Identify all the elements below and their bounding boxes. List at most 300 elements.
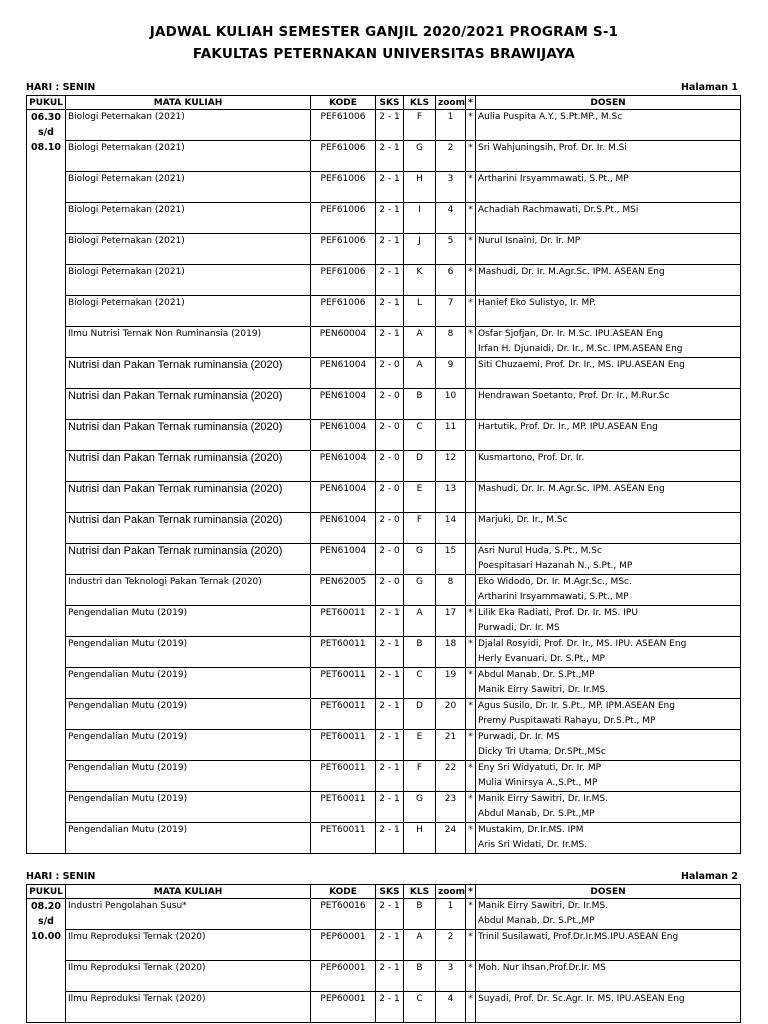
column-header: KLS [404, 885, 436, 899]
credits-cell: 2 - 0 [376, 575, 404, 606]
course-name-cell: Biologi Peternakan (2021) [66, 141, 311, 172]
lecturer-name: Irfan H. Djunaidi, Dr. Ir., M.Sc. IPM.ASEAN Eng [478, 344, 683, 354]
zoom-room-cell: 4 [436, 203, 466, 234]
time-slot-text: s/d [38, 127, 54, 138]
column-header: KLS [404, 96, 436, 110]
star-mark-cell [466, 451, 476, 482]
class-cell: B [404, 899, 436, 930]
zoom-room-cell: 15 [436, 544, 466, 575]
lecturer-name: Abdul Manab, Dr. S.Pt.,MP [478, 809, 595, 819]
course-code-cell: PEN61004 [311, 358, 376, 389]
course-name-cell: Ilmu Reproduksi Ternak (2020) [66, 992, 311, 1023]
star-mark-cell: * [466, 265, 476, 296]
column-header: SKS [376, 885, 404, 899]
zoom-room-cell: 24 [436, 823, 466, 854]
credits-cell: 2 - 1 [376, 606, 404, 637]
table-row [27, 513, 741, 544]
course-code-cell: PEF61006 [311, 234, 376, 265]
credits-cell: 2 - 0 [376, 544, 404, 575]
course-code-cell: PET60011 [311, 792, 376, 823]
star-mark-cell: * [466, 992, 476, 1023]
lecturer-name: Dicky Tri Utama, Dr.SPt.,MSc [478, 747, 606, 757]
star-mark-cell: * [466, 234, 476, 265]
course-code-cell: PEF61006 [311, 265, 376, 296]
course-name-cell: Pengendalian Mutu (2019) [66, 668, 311, 699]
lecturer-name: Hendrawan Soetanto, Prof. Dr. Ir., M.Rur.Sc [478, 391, 670, 401]
document-title-line2: FAKULTAS PETERNAKAN UNIVERSITAS BRAWIJAYA [192, 46, 576, 62]
column-header: zoom [436, 96, 466, 110]
table-header-row [27, 885, 741, 899]
section1-header [26, 82, 740, 95]
lecturer-name: Manik Eirry Sawitri, Dr. Ir.MS. [478, 901, 608, 911]
lecturer-cell [476, 930, 741, 961]
course-name-cell: Nutrisi dan Pakan Ternak ruminansia (2020) [66, 389, 311, 420]
section2-header [26, 871, 740, 884]
star-mark-cell [466, 358, 476, 389]
course-code-cell: PET60011 [311, 730, 376, 761]
lecturer-name: Artharini Irsyammawati, S.Pt., MP [478, 174, 629, 184]
time-slot-text: 08.20 [30, 901, 62, 912]
course-code-cell: PEP60001 [311, 961, 376, 992]
lecturer-cell [476, 899, 741, 930]
course-code-cell: PEP60001 [311, 930, 376, 961]
page-label: Halaman 2 [680, 871, 738, 882]
lecturer-cell [476, 730, 741, 761]
table-row [27, 389, 741, 420]
star-mark-cell: * [466, 606, 476, 637]
lecturer-name: Achadiah Rachmawati, Dr.S.Pt., MSi [478, 205, 639, 215]
table-row [27, 930, 741, 961]
table-row [27, 575, 741, 606]
lecturer-cell [476, 992, 741, 1023]
lecturer-name: Sri Wahjuningsih, Prof. Dr. Ir. M.Si [478, 143, 627, 153]
course-code-cell: PEN61004 [311, 451, 376, 482]
lecturer-cell [476, 172, 741, 203]
credits-cell: 2 - 1 [376, 961, 404, 992]
course-name-cell: Pengendalian Mutu (2019) [66, 730, 311, 761]
table-row [27, 358, 741, 389]
credits-cell: 2 - 1 [376, 761, 404, 792]
lecturer-name: Suyadi, Prof. Dr. Sc.Agr. Ir. MS. IPU.ASEAN Eng [478, 994, 685, 1004]
table-row [27, 327, 741, 358]
credits-cell: 2 - 1 [376, 141, 404, 172]
star-mark-cell: * [466, 296, 476, 327]
credits-cell: 2 - 1 [376, 668, 404, 699]
credits-cell: 2 - 1 [376, 823, 404, 854]
credits-cell: 2 - 0 [376, 358, 404, 389]
course-code-cell: PEF61006 [311, 203, 376, 234]
class-cell: C [404, 992, 436, 1023]
credits-cell: 2 - 1 [376, 930, 404, 961]
course-name-cell: Nutrisi dan Pakan Ternak ruminansia (2020) [66, 420, 311, 451]
zoom-room-cell: 23 [436, 792, 466, 823]
zoom-room-cell: 10 [436, 389, 466, 420]
course-code-cell: PET60016 [311, 899, 376, 930]
class-cell: A [404, 358, 436, 389]
credits-cell: 2 - 0 [376, 482, 404, 513]
class-cell: B [404, 389, 436, 420]
lecturer-name: Lilik Eka Radiati, Prof. Dr. Ir. MS. IPU [478, 608, 638, 618]
star-mark-cell: * [466, 668, 476, 699]
time-slot-text: 06.30 [30, 112, 62, 123]
table-row [27, 172, 741, 203]
course-code-cell: PEN61004 [311, 513, 376, 544]
table-row [27, 730, 741, 761]
zoom-room-cell: 13 [436, 482, 466, 513]
day-label: HARI : SENIN [26, 82, 96, 93]
class-cell: F [404, 761, 436, 792]
class-cell: E [404, 482, 436, 513]
lecturer-name: Eko Widodo, Dr. Ir. M.Agr.Sc., MSc. [478, 577, 632, 587]
schedule-table-1 [26, 95, 741, 854]
zoom-room-cell: 3 [436, 961, 466, 992]
class-cell: J [404, 234, 436, 265]
star-mark-cell: * [466, 961, 476, 992]
star-mark-cell [466, 513, 476, 544]
document-title-line1: JADWAL KULIAH SEMESTER GANJIL 2020/2021 PROGRAM S-1 [149, 24, 619, 40]
course-code-cell: PEN62005 [311, 575, 376, 606]
lecturer-name: Mustakim, Dr.Ir.MS. IPM [478, 825, 584, 835]
course-name-cell: Nutrisi dan Pakan Ternak ruminansia (2020) [66, 451, 311, 482]
table-row [27, 823, 741, 854]
course-name-cell: Industri dan Teknologi Pakan Ternak (2020) [66, 575, 311, 606]
lecturer-name: Purwadi, Dr. Ir. MS [478, 623, 560, 633]
credits-cell: 2 - 1 [376, 327, 404, 358]
course-code-cell: PEP60001 [311, 992, 376, 1023]
lecturer-name: Abdul Manab, Dr. S.Pt.,MP [478, 916, 595, 926]
class-cell: G [404, 141, 436, 172]
lecturer-cell [476, 203, 741, 234]
star-mark-cell [466, 482, 476, 513]
star-mark-cell: * [466, 792, 476, 823]
zoom-room-cell: 17 [436, 606, 466, 637]
class-cell: F [404, 110, 436, 141]
zoom-room-cell: 18 [436, 637, 466, 668]
class-cell: G [404, 792, 436, 823]
lecturer-cell [476, 637, 741, 668]
lecturer-cell [476, 699, 741, 730]
time-slot-text: 08.10 [30, 142, 62, 153]
page-label: Halaman 1 [680, 82, 738, 93]
lecturer-cell [476, 482, 741, 513]
lecturer-cell [476, 420, 741, 451]
time-slot-text: s/d [38, 916, 54, 927]
class-cell: K [404, 265, 436, 296]
course-name-cell: Industri Pengolahan Susu* [66, 899, 311, 930]
table-row [27, 699, 741, 730]
lecturer-name: Eny Sri Widyatuti, Dr. Ir. MP [478, 763, 602, 773]
zoom-room-cell: 7 [436, 296, 466, 327]
lecturer-name: Hartutik, Prof. Dr. Ir., MP. IPU.ASEAN Eng [478, 422, 658, 432]
lecturer-cell [476, 575, 741, 606]
credits-cell: 2 - 1 [376, 992, 404, 1023]
course-code-cell: PET60011 [311, 668, 376, 699]
class-cell: A [404, 606, 436, 637]
credits-cell: 2 - 1 [376, 296, 404, 327]
lecturer-name: Agus Susilo, Dr. Ir. S.Pt., MP. IPM.ASEAN Eng [478, 701, 675, 711]
column-header: PUKUL [27, 96, 66, 110]
lecturer-cell [476, 389, 741, 420]
zoom-room-cell: 1 [436, 899, 466, 930]
column-header: PUKUL [27, 885, 66, 899]
lecturer-name: Premy Puspitawati Rahayu, Dr.S.Pt., MP [478, 716, 656, 726]
course-name-cell: Pengendalian Mutu (2019) [66, 606, 311, 637]
credits-cell: 2 - 1 [376, 203, 404, 234]
time-slot-cell [27, 110, 66, 854]
course-name-cell: Biologi Peternakan (2021) [66, 172, 311, 203]
lecturer-name: Aris Sri Widati, Dr. Ir.MS. [478, 840, 588, 850]
zoom-room-cell: 20 [436, 699, 466, 730]
lecturer-name: Asri Nurul Huda, S.Pt., M.Sc [478, 546, 602, 556]
credits-cell: 2 - 1 [376, 699, 404, 730]
lecturer-cell [476, 823, 741, 854]
table-header-row [27, 96, 741, 110]
class-cell: D [404, 699, 436, 730]
credits-cell: 2 - 1 [376, 265, 404, 296]
table-row [27, 451, 741, 482]
star-mark-cell: * [466, 761, 476, 792]
table-row [27, 110, 741, 141]
lecturer-name: Osfar Sjofjan, Dr. Ir. M.Sc. IPU.ASEAN Eng [478, 329, 664, 339]
course-code-cell: PET60011 [311, 699, 376, 730]
column-header: KODE [311, 96, 376, 110]
lecturer-cell [476, 792, 741, 823]
class-cell: B [404, 637, 436, 668]
zoom-room-cell: 12 [436, 451, 466, 482]
table-row [27, 899, 741, 930]
column-header: DOSEN [476, 96, 741, 110]
course-name-cell: Nutrisi dan Pakan Ternak ruminansia (2020) [66, 544, 311, 575]
zoom-room-cell: 22 [436, 761, 466, 792]
table-row [27, 668, 741, 699]
time-slot-cell [27, 899, 66, 1023]
class-cell: I [404, 203, 436, 234]
class-cell: H [404, 823, 436, 854]
table-row [27, 761, 741, 792]
credits-cell: 2 - 1 [376, 637, 404, 668]
course-code-cell: PET60011 [311, 761, 376, 792]
lecturer-cell [476, 296, 741, 327]
table-row [27, 544, 741, 575]
zoom-room-cell: 9 [436, 358, 466, 389]
credits-cell: 2 - 1 [376, 792, 404, 823]
course-code-cell: PEN60004 [311, 327, 376, 358]
star-mark-cell [466, 544, 476, 575]
lecturer-cell [476, 141, 741, 172]
course-name-cell: Pengendalian Mutu (2019) [66, 699, 311, 730]
column-header: KODE [311, 885, 376, 899]
lecturer-cell [476, 327, 741, 358]
course-name-cell: Ilmu Nutrisi Ternak Non Ruminansia (2019) [66, 327, 311, 358]
course-name-cell: Nutrisi dan Pakan Ternak ruminansia (2020) [66, 358, 311, 389]
column-header: zoom [436, 885, 466, 899]
table-row [27, 420, 741, 451]
course-name-cell: Pengendalian Mutu (2019) [66, 637, 311, 668]
class-cell: G [404, 575, 436, 606]
lecturer-name: Kusmartono, Prof. Dr. Ir. [478, 453, 585, 463]
table-row [27, 141, 741, 172]
zoom-room-cell: 21 [436, 730, 466, 761]
course-code-cell: PEF61006 [311, 110, 376, 141]
course-name-cell: Nutrisi dan Pakan Ternak ruminansia (2020) [66, 482, 311, 513]
course-name-cell: Biologi Peternakan (2021) [66, 110, 311, 141]
star-mark-cell: * [466, 110, 476, 141]
schedule-table-2 [26, 884, 741, 1023]
lecturer-name: Manik Eirry Sawitri, Dr. Ir.MS. [478, 794, 608, 804]
star-mark-cell: * [466, 637, 476, 668]
zoom-room-cell: 6 [436, 265, 466, 296]
course-name-cell: Biologi Peternakan (2021) [66, 296, 311, 327]
column-header: SKS [376, 96, 404, 110]
zoom-room-cell: 11 [436, 420, 466, 451]
lecturer-name: Abdul Manab, Dr. S.Pt.,MP [478, 670, 595, 680]
lecturer-name: Trinil Susilawati, Prof.Dr.Ir.MS.IPU.ASEAN Eng [478, 932, 679, 942]
column-header: * [466, 96, 476, 110]
zoom-room-cell: 4 [436, 992, 466, 1023]
zoom-room-cell: 1 [436, 110, 466, 141]
zoom-room-cell: 8 [436, 575, 466, 606]
class-cell: A [404, 930, 436, 961]
star-mark-cell: * [466, 730, 476, 761]
credits-cell: 2 - 0 [376, 513, 404, 544]
lecturer-name: Mulia Winirsya A.,S.Pt., MP [478, 778, 598, 788]
credits-cell: 2 - 1 [376, 172, 404, 203]
column-header: DOSEN [476, 885, 741, 899]
table-row [27, 606, 741, 637]
class-cell: F [404, 513, 436, 544]
course-name-cell: Ilmu Reproduksi Ternak (2020) [66, 961, 311, 992]
course-name-cell: Pengendalian Mutu (2019) [66, 823, 311, 854]
credits-cell: 2 - 1 [376, 899, 404, 930]
table-row [27, 961, 741, 992]
zoom-room-cell: 5 [436, 234, 466, 265]
star-mark-cell: * [466, 699, 476, 730]
column-header: MATA KULIAH [66, 96, 311, 110]
class-cell: L [404, 296, 436, 327]
zoom-room-cell: 19 [436, 668, 466, 699]
lecturer-cell [476, 513, 741, 544]
course-code-cell: PET60011 [311, 637, 376, 668]
zoom-room-cell: 3 [436, 172, 466, 203]
course-name-cell: Biologi Peternakan (2021) [66, 234, 311, 265]
course-name-cell: Pengendalian Mutu (2019) [66, 761, 311, 792]
star-mark-cell: * [466, 141, 476, 172]
lecturer-cell [476, 110, 741, 141]
zoom-room-cell: 8 [436, 327, 466, 358]
lecturer-cell [476, 606, 741, 637]
course-name-cell: Ilmu Reproduksi Ternak (2020) [66, 930, 311, 961]
lecturer-cell [476, 761, 741, 792]
star-mark-cell: * [466, 930, 476, 961]
class-cell: C [404, 420, 436, 451]
class-cell: H [404, 172, 436, 203]
time-slot-text: 10.00 [30, 931, 62, 942]
lecturer-cell [476, 961, 741, 992]
lecturer-name: Djalal Rosyidi, Prof. Dr. Ir., MS. IPU. ASEAN Eng [478, 639, 687, 649]
class-cell: A [404, 327, 436, 358]
course-code-cell: PET60011 [311, 606, 376, 637]
table-row [27, 203, 741, 234]
table-row [27, 482, 741, 513]
class-cell: E [404, 730, 436, 761]
lecturer-name: Manik Eirry Sawitri, Dr. Ir.MS. [478, 685, 608, 695]
course-code-cell: PEN61004 [311, 544, 376, 575]
lecturer-cell [476, 358, 741, 389]
star-mark-cell: * [466, 203, 476, 234]
credits-cell: 2 - 0 [376, 389, 404, 420]
lecturer-cell [476, 265, 741, 296]
lecturer-cell [476, 451, 741, 482]
credits-cell: 2 - 0 [376, 451, 404, 482]
table-row [27, 792, 741, 823]
lecturer-name: Siti Chuzaemi, Prof. Dr. Ir., MS. IPU.ASEAN Eng [478, 360, 685, 370]
course-name-cell: Pengendalian Mutu (2019) [66, 792, 311, 823]
table-row [27, 296, 741, 327]
course-code-cell: PEN61004 [311, 420, 376, 451]
star-mark-cell [466, 420, 476, 451]
zoom-room-cell: 2 [436, 930, 466, 961]
course-code-cell: PET60011 [311, 823, 376, 854]
lecturer-name: Moh. Nur Ihsan,Prof.Dr.Ir. MS [478, 963, 606, 973]
table-row [27, 637, 741, 668]
class-cell: G [404, 544, 436, 575]
lecturer-name: Marjuki, Dr. Ir., M.Sc [478, 515, 568, 525]
star-mark-cell [466, 389, 476, 420]
star-mark-cell [466, 575, 476, 606]
lecturer-name: Herly Evanuari, Dr. S.Pt., MP [478, 654, 605, 664]
star-mark-cell: * [466, 899, 476, 930]
column-header: MATA KULIAH [66, 885, 311, 899]
course-code-cell: PEN61004 [311, 389, 376, 420]
lecturer-name: Mashudi, Dr. Ir. M.Agr.Sc. IPM. ASEAN Eng [478, 484, 665, 494]
credits-cell: 2 - 0 [376, 420, 404, 451]
column-header: * [466, 885, 476, 899]
course-code-cell: PEF61006 [311, 141, 376, 172]
table-row [27, 992, 741, 1023]
class-cell: D [404, 451, 436, 482]
lecturer-cell [476, 234, 741, 265]
star-mark-cell: * [466, 823, 476, 854]
star-mark-cell: * [466, 172, 476, 203]
table-row [27, 265, 741, 296]
class-cell: C [404, 668, 436, 699]
course-name-cell: Nutrisi dan Pakan Ternak ruminansia (2020) [66, 513, 311, 544]
lecturer-name: Artharini Irsyammawati, S.Pt., MP [478, 592, 629, 602]
lecturer-name: Aulia Puspita A.Y., S.Pt.MP., M.Sc [478, 112, 623, 122]
table-row [27, 234, 741, 265]
zoom-room-cell: 2 [436, 141, 466, 172]
course-code-cell: PEF61006 [311, 296, 376, 327]
lecturer-cell [476, 544, 741, 575]
credits-cell: 2 - 1 [376, 730, 404, 761]
star-mark-cell: * [466, 327, 476, 358]
day-label: HARI : SENIN [26, 871, 96, 882]
lecturer-cell [476, 668, 741, 699]
lecturer-name: Nurul Isnaini, Dr. Ir. MP [478, 236, 581, 246]
course-name-cell: Biologi Peternakan (2021) [66, 203, 311, 234]
course-code-cell: PEF61006 [311, 172, 376, 203]
lecturer-name: Mashudi, Dr. Ir. M.Agr.Sc. IPM. ASEAN Eng [478, 267, 665, 277]
lecturer-name: Purwadi, Dr. Ir. MS [478, 732, 560, 742]
lecturer-name: Poespitasari Hazanah N., S.Pt., MP [478, 561, 633, 571]
course-name-cell: Biologi Peternakan (2021) [66, 265, 311, 296]
class-cell: B [404, 961, 436, 992]
lecturer-name: Hanief Eko Sulistyo, Ir. MP. [478, 298, 597, 308]
zoom-room-cell: 14 [436, 513, 466, 544]
credits-cell: 2 - 1 [376, 234, 404, 265]
credits-cell: 2 - 1 [376, 110, 404, 141]
course-code-cell: PEN61004 [311, 482, 376, 513]
